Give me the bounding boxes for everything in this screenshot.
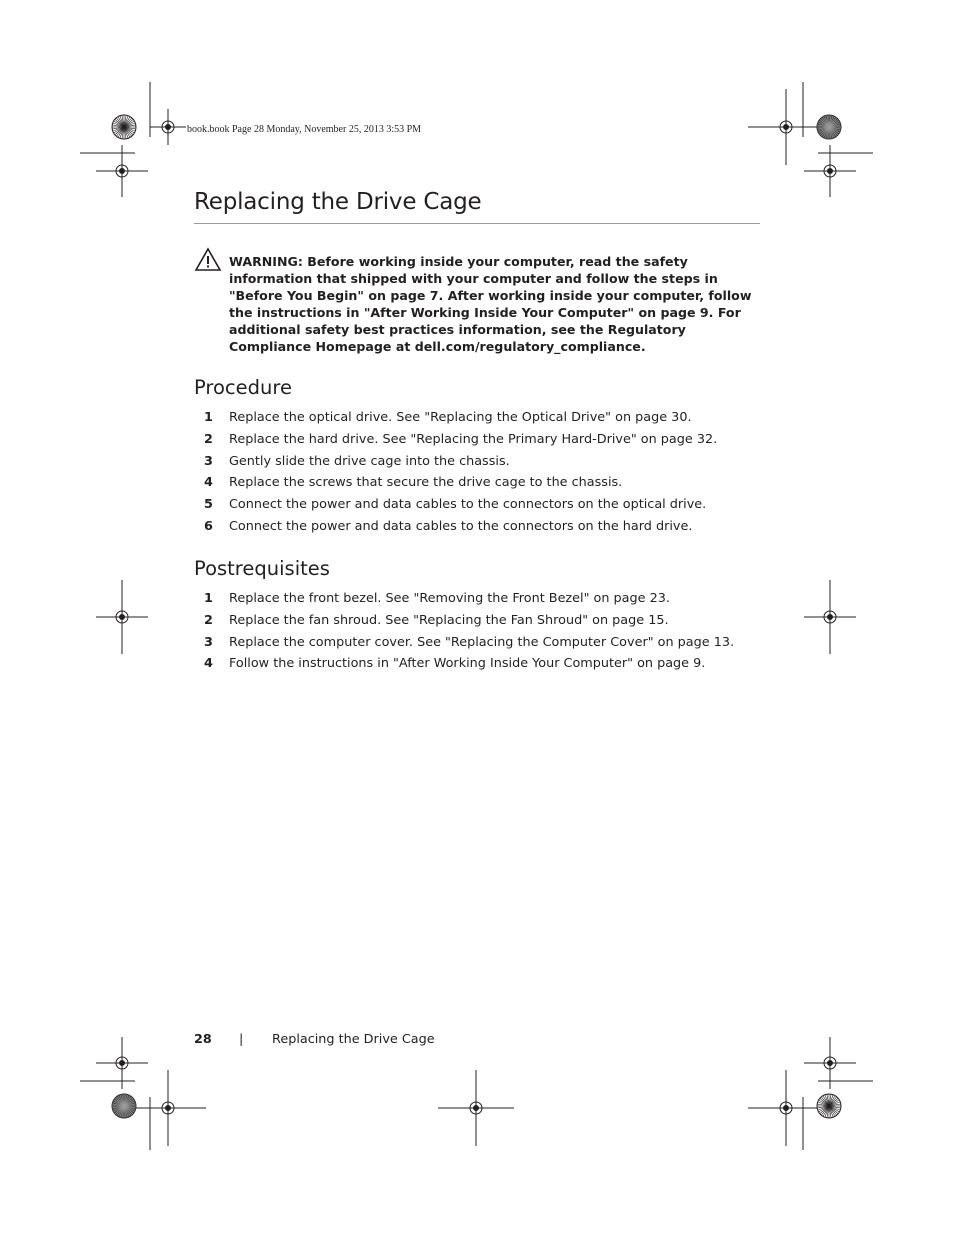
warning-triangle-icon — [194, 247, 222, 273]
step-number: 4 — [204, 475, 213, 491]
footer-separator: | — [239, 1032, 244, 1047]
step-number: 1 — [204, 410, 213, 425]
list-item — [194, 518, 764, 540]
list-item — [194, 409, 764, 431]
step-text: Replace the screws that secure the drive cage to the chassis. — [229, 475, 623, 491]
step-number: 2 — [204, 431, 213, 447]
step-number: 3 — [204, 634, 213, 650]
step-text: Replace the fan shroud. See "Replacing the Fan Shroud" on page 15. — [229, 612, 669, 628]
warning-text: WARNING: Before working inside your computer, read the safety information that shipped with your computer and follow the steps in "Before You Begin" on page 7. After working inside your computer, follow the instructions in "After Working Inside Your Computer" on page 9. For additional safety best practices information, see the Regulatory Compliance Homepage at dell.com/regulatory_compliance. — [229, 254, 752, 354]
list-item — [194, 634, 764, 656]
step-text: Replace the hard drive. See "Replacing the Primary Hard-Drive" on page 32. — [229, 431, 718, 447]
list-item — [194, 474, 764, 496]
step-number: 6 — [204, 518, 213, 534]
step-number: 2 — [204, 612, 213, 628]
print-slug: book.book Page 28 Monday, November 25, 2013 3:53 PM — [187, 124, 422, 135]
procedure-steps — [194, 409, 764, 540]
procedure-heading: Procedure — [194, 376, 292, 399]
step-number: 3 — [204, 453, 213, 469]
step-text: Replace the computer cover. See "Replacing the Computer Cover" on page 13. — [229, 634, 735, 650]
title-underline — [194, 223, 760, 224]
list-item — [194, 590, 764, 612]
page-number: 28 — [194, 1032, 212, 1047]
postrequisites-steps — [194, 590, 764, 677]
page-title: Replacing the Drive Cage — [194, 189, 482, 215]
step-text: Replace the optical drive. See "Replacing the Optical Drive" on page 30. — [229, 410, 692, 425]
list-item — [194, 453, 764, 475]
running-title: Replacing the Drive Cage — [272, 1032, 435, 1047]
step-text: Follow the instructions in "After Working Inside Your Computer" on page 9. — [229, 656, 706, 672]
step-text: Replace the front bezel. See "Removing the Front Bezel" on page 23. — [229, 591, 670, 606]
step-text: Connect the power and data cables to the connectors on the optical drive. — [229, 497, 707, 513]
list-item — [194, 612, 764, 634]
list-item — [194, 431, 764, 453]
step-number: 4 — [204, 656, 213, 672]
step-text: Gently slide the drive cage into the chassis. — [229, 453, 510, 469]
postrequisites-heading: Postrequisites — [194, 557, 330, 580]
step-text: Connect the power and data cables to the connectors on the hard drive. — [229, 518, 693, 534]
list-item — [194, 496, 764, 518]
step-number: 5 — [204, 497, 213, 513]
list-item — [194, 655, 764, 677]
step-number: 1 — [204, 591, 213, 606]
